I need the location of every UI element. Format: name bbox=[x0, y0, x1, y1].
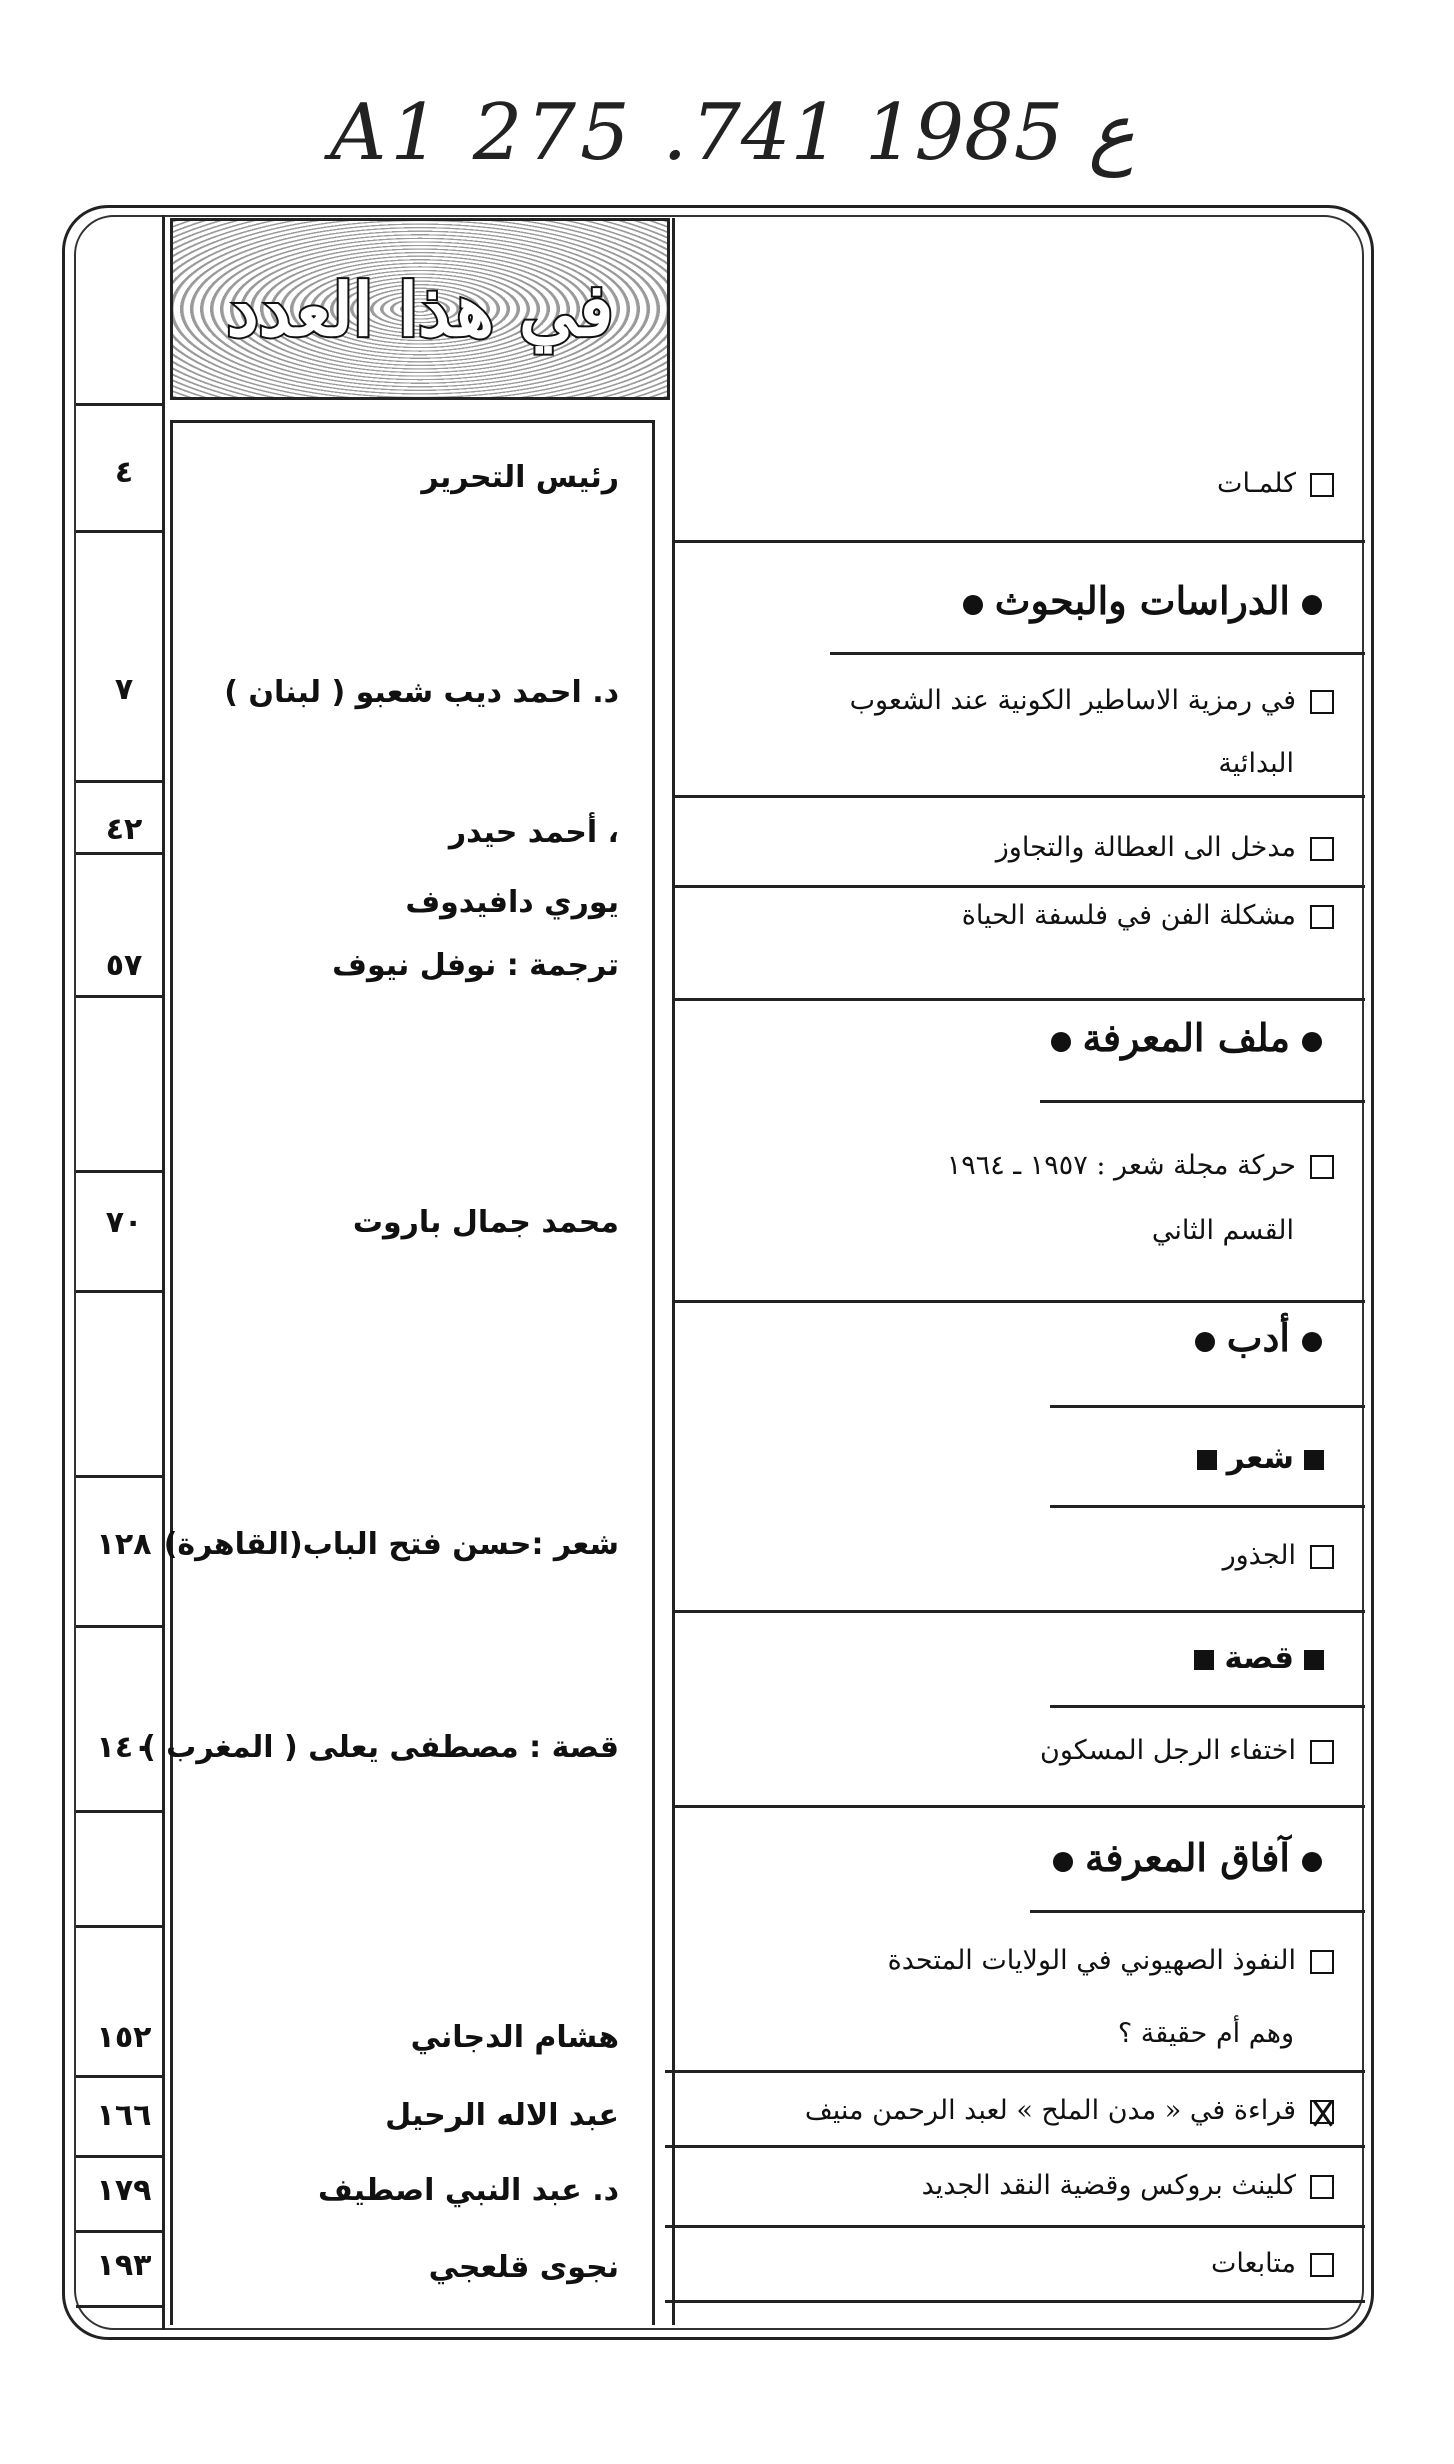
checkbox-icon bbox=[1310, 2253, 1334, 2277]
author-name: نجوى قلعجي bbox=[428, 2250, 619, 2285]
checkbox-icon bbox=[1310, 1155, 1334, 1179]
banner-title: في هذا العدد bbox=[226, 266, 614, 352]
page-row-divider bbox=[76, 2075, 162, 2078]
section-underline bbox=[830, 652, 1365, 655]
author-name: قصة : مصطفى يعلى ( المغرب ) bbox=[142, 1730, 619, 1765]
page-column-divider bbox=[162, 215, 165, 2330]
square-bullet-icon bbox=[1304, 1650, 1324, 1670]
toc-item: مدخل الى العطالة والتجاوز bbox=[996, 832, 1334, 863]
section-underline bbox=[1050, 1405, 1365, 1408]
author-name: يوري دافيدوف bbox=[405, 885, 619, 920]
sub-underline bbox=[1050, 1705, 1365, 1708]
author-name: محمد جمال باروت bbox=[352, 1205, 619, 1240]
bullet-icon bbox=[1195, 1332, 1215, 1352]
page-number: ١٢٨ bbox=[96, 1527, 152, 1562]
toc-item: في رمزية الاساطير الكونية عند الشعوب bbox=[850, 685, 1334, 716]
row-divider bbox=[665, 2070, 1365, 2073]
author-name: عبد الاله الرحيل bbox=[385, 2098, 619, 2133]
toc-item: كلينث بروكس وقضية النقد الجديد bbox=[922, 2170, 1334, 2201]
bullet-icon bbox=[1302, 1852, 1322, 1872]
row-divider bbox=[665, 2300, 1365, 2303]
bullet-icon bbox=[963, 595, 983, 615]
page-number: ٤٢ bbox=[105, 812, 143, 847]
author-name: د. احمد ديب شعبو ( لبنان ) bbox=[224, 675, 619, 710]
author-column-right-divider bbox=[652, 420, 655, 2325]
bullet-icon bbox=[1302, 595, 1322, 615]
toc-item: مشكلة الفن في فلسفة الحياة bbox=[962, 900, 1334, 931]
page-row-divider bbox=[76, 1290, 162, 1293]
section-heading-literature: أدب bbox=[1183, 1315, 1334, 1360]
page-number: ٥٧ bbox=[105, 948, 143, 983]
toc-item: اختفاء الرجل المسكون bbox=[1040, 1735, 1334, 1766]
section-underline bbox=[1030, 1910, 1365, 1913]
author-column-top bbox=[170, 420, 655, 423]
toc-item-continued: البدائية bbox=[1218, 748, 1294, 779]
square-bullet-icon bbox=[1197, 1450, 1217, 1470]
page-row-divider bbox=[76, 2155, 162, 2158]
page-row-divider bbox=[76, 852, 162, 855]
handwritten-catalog-note: A1 275 .ع 1985 741 bbox=[330, 88, 1135, 178]
toc-item: الجذور bbox=[1223, 1540, 1334, 1571]
checkbox-icon bbox=[1310, 2175, 1334, 2199]
toc-item: حركة مجلة شعر : ١٩٥٧ ـ ١٩٦٤ bbox=[947, 1150, 1334, 1181]
author-name: ترجمة : نوفل نيوف bbox=[332, 948, 619, 983]
section-divider bbox=[675, 998, 1365, 1001]
section-divider bbox=[675, 1300, 1365, 1303]
checkbox-icon bbox=[1310, 905, 1334, 929]
section-divider bbox=[675, 1805, 1365, 1808]
page-row-divider bbox=[76, 530, 162, 533]
page-number: ٧ bbox=[114, 672, 134, 707]
section-heading-knowledge-file: ملف المعرفة bbox=[1039, 1015, 1334, 1060]
bullet-icon bbox=[1053, 1852, 1073, 1872]
toc-item-kalimat: كلمـات bbox=[1217, 468, 1334, 499]
page-row-divider bbox=[76, 1925, 162, 1928]
author-column-left-divider bbox=[170, 420, 173, 2325]
author-name: د. عبد النبي اصطيف bbox=[317, 2173, 619, 2208]
page-number: ١٩٣ bbox=[96, 2248, 152, 2283]
toc-item: قراءة في « مدن الملح » لعبد الرحمن منيف bbox=[805, 2095, 1334, 2126]
checkbox-icon bbox=[1310, 1950, 1334, 1974]
author-name: ، أحمد حيدر bbox=[448, 815, 619, 850]
row-divider bbox=[675, 795, 1365, 798]
row-divider bbox=[675, 1610, 1365, 1613]
page-number: ١٦٦ bbox=[96, 2098, 152, 2133]
page-row-divider bbox=[76, 2230, 162, 2233]
author-name: رئيس التحرير bbox=[421, 460, 619, 495]
page-row-divider bbox=[76, 995, 162, 998]
square-bullet-icon bbox=[1194, 1650, 1214, 1670]
section-heading-horizons: آفاق المعرفة bbox=[1041, 1835, 1334, 1880]
checkbox-icon bbox=[1310, 690, 1334, 714]
checked-box-icon bbox=[1310, 2100, 1334, 2124]
page-number: ٤ bbox=[114, 455, 134, 490]
bullet-icon bbox=[1051, 1032, 1071, 1052]
checkbox-icon bbox=[1310, 1740, 1334, 1764]
square-bullet-icon bbox=[1304, 1450, 1324, 1470]
page-row-divider bbox=[76, 1625, 162, 1628]
author-name: شعر :حسن فتح الباب(القاهرة) bbox=[163, 1527, 619, 1562]
subsection-poetry: شعر bbox=[1187, 1440, 1334, 1476]
toc-item: متابعات bbox=[1211, 2248, 1334, 2279]
toc-item-continued: القسم الثاني bbox=[1151, 1215, 1294, 1246]
page-number: ١٧٩ bbox=[96, 2173, 152, 2208]
issue-contents-banner bbox=[170, 218, 670, 400]
table-of-contents-inner-frame bbox=[74, 215, 1364, 2330]
page-number: ١٤٠ bbox=[96, 1730, 152, 1765]
sub-underline bbox=[1050, 1505, 1365, 1508]
author-name: هشام الدجاني bbox=[410, 2020, 619, 2055]
title-column-divider bbox=[672, 218, 675, 2325]
section-divider bbox=[675, 540, 1365, 543]
checkbox-icon bbox=[1310, 837, 1334, 861]
toc-item: النفوذ الصهيوني في الولايات المتحدة bbox=[888, 1945, 1334, 1976]
row-divider bbox=[675, 885, 1365, 888]
page-number: ٧٠ bbox=[105, 1205, 143, 1240]
page-row-divider bbox=[76, 403, 162, 406]
page-row-divider bbox=[76, 1170, 162, 1173]
page-number: ١٥٢ bbox=[96, 2020, 152, 2055]
row-divider bbox=[665, 2145, 1365, 2148]
checkbox-icon bbox=[1310, 1545, 1334, 1569]
section-underline bbox=[1040, 1100, 1365, 1103]
bullet-icon bbox=[1302, 1332, 1322, 1352]
section-heading-studies: الدراسات والبحوث bbox=[951, 578, 1334, 623]
page-row-divider bbox=[76, 1810, 162, 1813]
bullet-icon bbox=[1302, 1032, 1322, 1052]
page-row-divider bbox=[76, 780, 162, 783]
row-divider bbox=[665, 2225, 1365, 2228]
toc-item-continued: وهم أم حقيقة ؟ bbox=[1117, 2018, 1294, 2049]
subsection-story: قصة bbox=[1184, 1640, 1334, 1676]
checkbox-icon bbox=[1310, 473, 1334, 497]
page-row-divider bbox=[76, 1475, 162, 1478]
page-row-divider bbox=[76, 2305, 162, 2308]
